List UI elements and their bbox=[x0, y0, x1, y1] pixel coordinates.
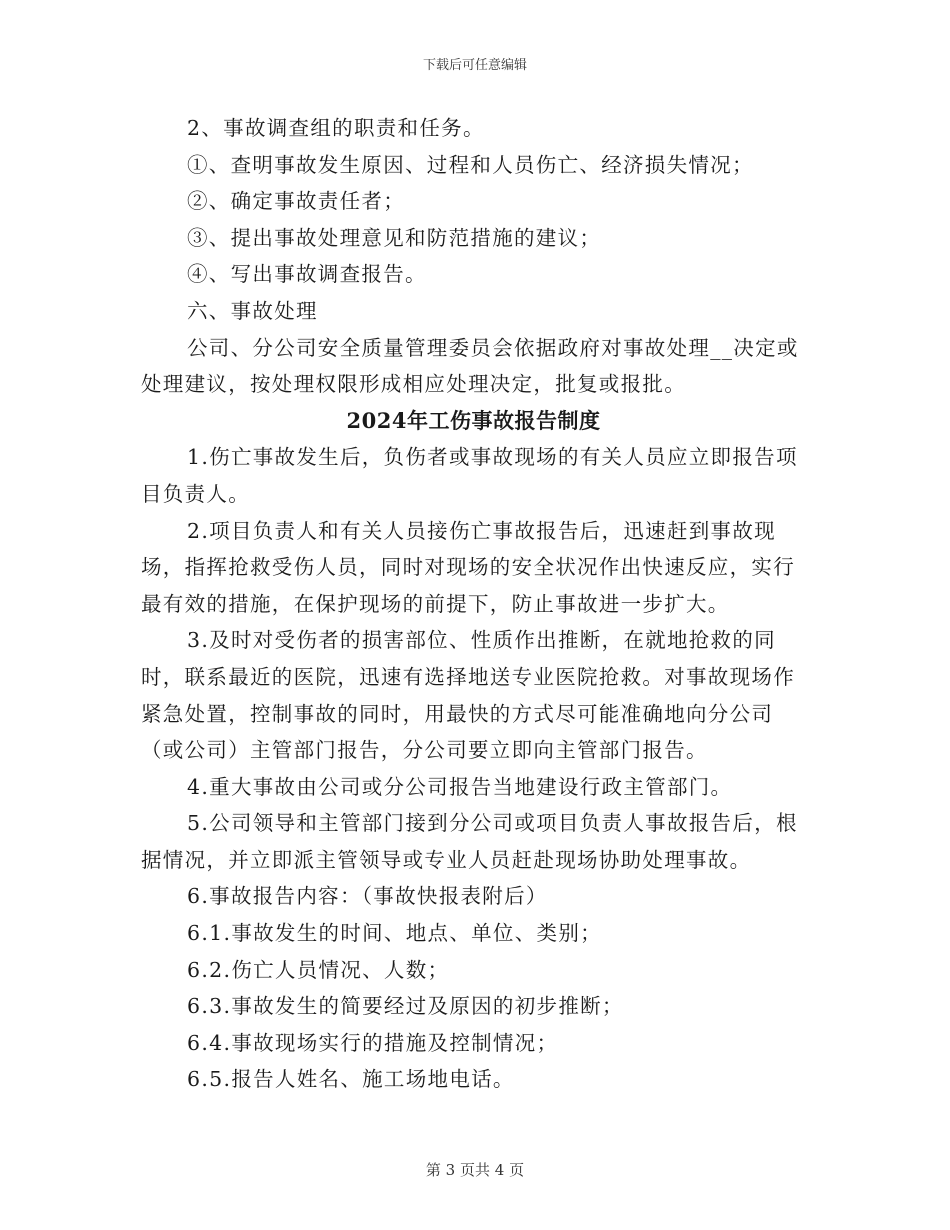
document-body bbox=[141, 110, 806, 1098]
paragraph: ①、查明事故发生原因、过程和人员伤亡、经济损失情况； bbox=[187, 152, 754, 177]
section-heading: 六、事故处理 bbox=[187, 298, 318, 323]
paragraph: 6.2.伤亡人员情况、人数； bbox=[187, 957, 450, 982]
paragraph: 1.伤亡事故发生后，负伤者或事故现场的有关人员应立即报告项目负责人。 bbox=[141, 445, 798, 506]
paragraph: 6.3.事故发生的简要经过及原因的初步推断； bbox=[187, 994, 624, 1019]
paragraph: 6.5.报告人姓名、施工场地电话。 bbox=[187, 1067, 515, 1092]
paragraph: 6.事故报告内容：（事故快报表附后） bbox=[187, 884, 548, 909]
document-title: 2024年工伤事故报告制度 bbox=[346, 407, 601, 433]
paragraph: ④、写出事故调查报告。 bbox=[187, 262, 427, 287]
paragraph: 6.1.事故发生的时间、地点、单位、类别； bbox=[187, 921, 602, 946]
paragraph: 公司、分公司安全质量管理委员会依据政府对事故处理__决定或处理建议，按处理权限形成相应处理决定，批复或报批。 bbox=[141, 335, 799, 397]
paragraph: ③、提出事故处理意见和防范措施的建议； bbox=[187, 225, 602, 250]
page-header: 下载后可任意编辑 bbox=[422, 58, 527, 73]
paragraph: 2.项目负责人和有关人员接伤亡事故报告后，迅速赶到事故现场，指挥抢救受伤人员，同时对现场的安全状况作出快速反应，实行最有效的措施，在保护现场的前提下，防止事故进一步扩大。 bbox=[141, 518, 795, 616]
paragraph: 4.重大事故由公司或分公司报告当地建设行政主管部门。 bbox=[187, 774, 733, 799]
paragraph: 2、事故调查组的职责和任务。 bbox=[187, 116, 485, 140]
paragraph: 5.公司领导和主管部门接到分公司或项目负责人事故报告后，根据情况，并立即派主管领导或专业人员赶赴现场协助处理事故。 bbox=[141, 811, 798, 872]
paragraph: 3.及时对受伤者的损害部位、性质作出推断，在就地抢救的同时，联系最近的医院，迅速有选择地送专业医院抢救。对事故现场作紧急处置，控制事故的同时，用最快的方式尽可能准确地向分公司（或公司）主管部门报告，分公司要立即向主管部门报告。 bbox=[141, 628, 795, 763]
page-footer: 第 3 页共 4 页 bbox=[425, 1161, 525, 1179]
paragraph: 6.4.事故现场实行的措施及控制情况； bbox=[187, 1030, 559, 1055]
paragraph: ②、确定事故责任者； bbox=[187, 189, 405, 214]
